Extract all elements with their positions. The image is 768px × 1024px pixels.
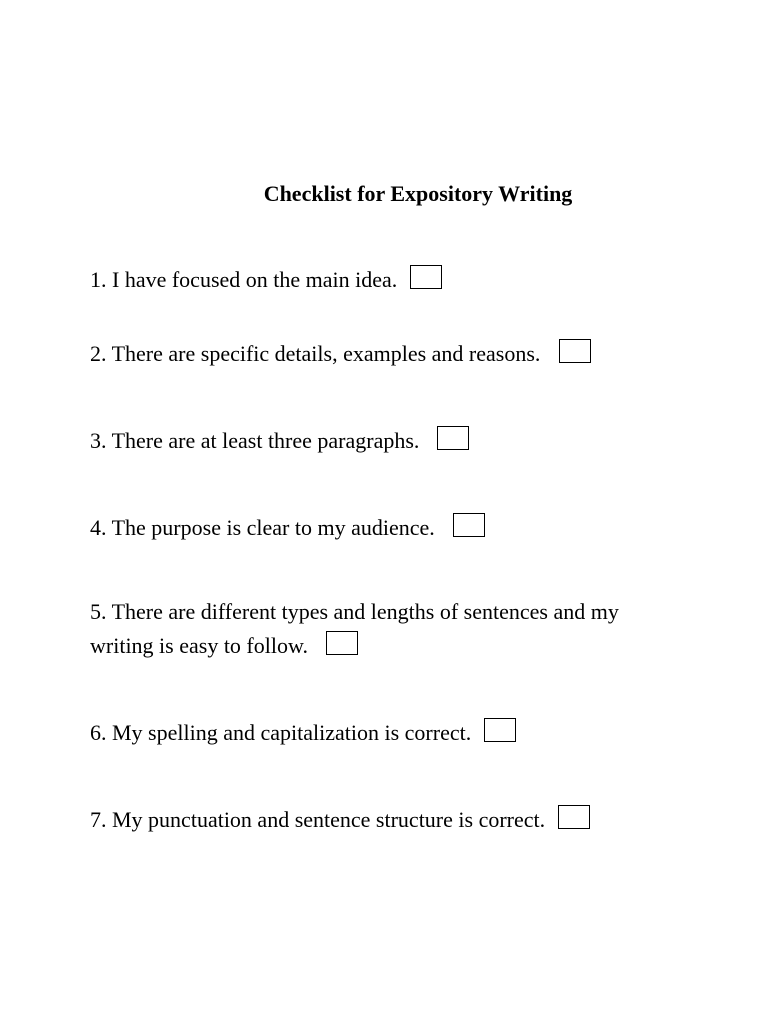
checkbox-main-idea[interactable]: [410, 265, 442, 289]
checkbox-spelling[interactable]: [484, 718, 516, 742]
checkbox-details[interactable]: [559, 339, 591, 363]
checklist-item-sentences: [90, 595, 680, 663]
checklist-item-punctuation: [90, 803, 680, 837]
checklist-item-text: 1. I have focused on the main idea.: [90, 267, 398, 292]
page-title: Checklist for Expository Writing: [263, 181, 573, 206]
checklist-item-main-idea: [90, 263, 680, 297]
checklist-item-paragraphs: [90, 424, 680, 458]
checkbox-purpose[interactable]: [453, 513, 485, 537]
checkbox-paragraphs[interactable]: [437, 426, 469, 450]
checkbox-punctuation[interactable]: [558, 805, 590, 829]
checkbox-sentences[interactable]: [326, 631, 358, 655]
checklist-item-purpose: [90, 511, 680, 545]
checklist-item-details: [90, 337, 680, 371]
checklist-item-text: 7. My punctuation and sentence structure is correct.: [90, 807, 546, 832]
checklist-item-text: 5. There are different types and lengths of sentences and my writing is easy to follow.: [90, 599, 619, 658]
checklist-item-text: 3. There are at least three paragraphs.: [90, 428, 420, 453]
checklist-item-spelling: [90, 716, 680, 750]
checklist-item-text: 2. There are specific details, examples and reasons.: [90, 341, 541, 366]
checklist-item-text: 4. The purpose is clear to my audience.: [90, 515, 435, 540]
checklist-item-text: 6. My spelling and capitalization is correct.: [90, 720, 472, 745]
